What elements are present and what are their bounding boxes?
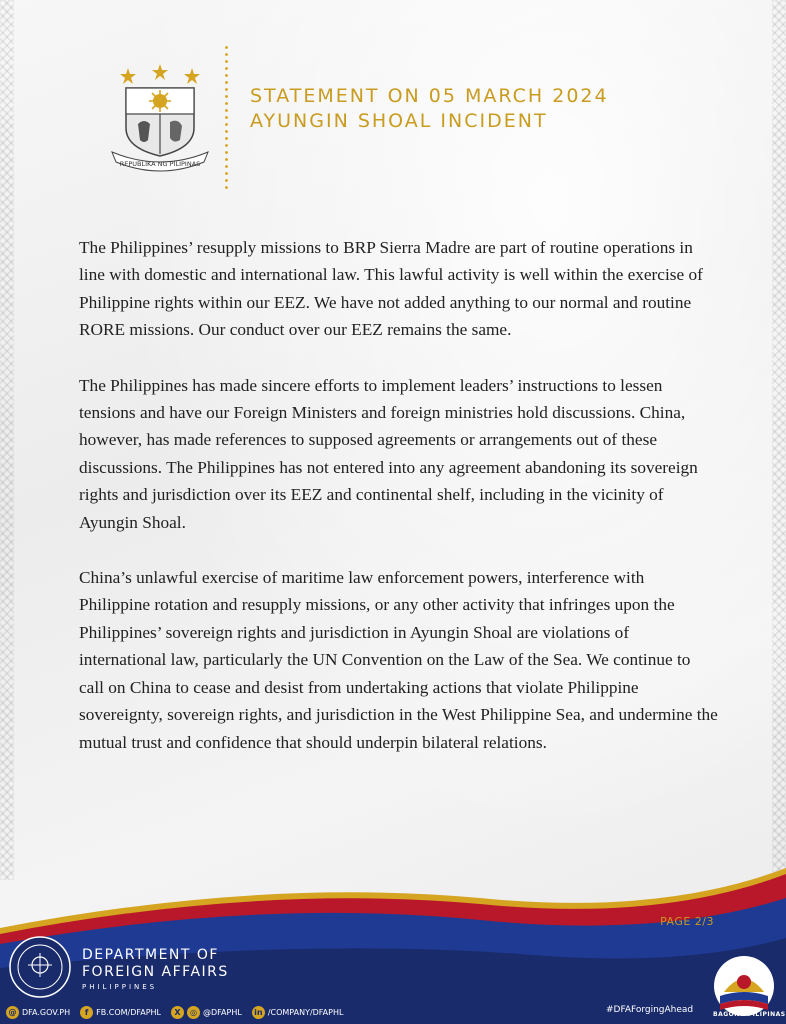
social-linkedin[interactable] [252, 1006, 344, 1019]
page-title [250, 84, 609, 134]
page-edge-left [0, 0, 14, 880]
philippine-coat-of-arms-logo [104, 60, 216, 172]
title-line-date: STATEMENT ON 05 MARCH 2024 [250, 85, 609, 107]
x-icon: X [171, 1006, 184, 1019]
facebook-icon: f [80, 1006, 93, 1019]
dfa-wordmark [82, 947, 229, 991]
dept-line-3: PHILIPPINES [82, 983, 158, 991]
paragraph-1: The Philippines’ resupply missions to BRP Sierra Madre are part of routine operations in line with domestic and international law. This lawful activity is well within the exercise of Philippine rights within our EEZ. We have not added anything to our normal and routine RORE missions. Our conduct over our EEZ remains the same. [79, 238, 703, 340]
social-website-text: DFA.GOV.PH [22, 1008, 71, 1017]
bagong-pilipinas-logo [710, 952, 778, 1020]
social-links [6, 1006, 353, 1019]
paragraph-2: The Philippines has made sincere efforts to implement leaders’ instructions to lessen tensions and have our Foreign Ministers and foreign ministries hold discussions. China, however, has made references to supposed agreements or arrangements out of these discussions. The Philippines has not entered into any agreement abandoning its sovereign rights and jurisdiction over its EEZ and continental shelf, including in the vicinity of Ayungin Shoal. [79, 375, 698, 532]
svg-text:REPUBLIKA NG PILIPINAS: REPUBLIKA NG PILIPINAS [119, 160, 201, 168]
social-linkedin-text: /COMPANY/DFAPHL [267, 1008, 344, 1017]
page-edge-right [772, 0, 786, 880]
instagram-icon: ◎ [187, 1006, 200, 1019]
social-x-instagram[interactable] [171, 1006, 242, 1019]
social-facebook-text: FB.COM/DFAPHL [96, 1008, 162, 1017]
social-website[interactable] [6, 1006, 70, 1019]
statement-body [79, 234, 719, 784]
paragraph-3: China’s unlawful exercise of maritime law enforcement powers, interference with Philippine rotation and resupply missions, or any other activity that infringes upon the Philippines’ sovereign rights and jurisdiction in Ayungin Shoal are violations of international law, particularly the UN Convention on the Law of the Sea. We continue to call on China to cease and desist from undertaking actions that violate Philippine sovereignty, sovereign rights, and jurisdiction in the West Philippine Sea, and undermine the mutual trust and confidence that should underpin bilateral relations. [79, 568, 718, 752]
footer-banner [0, 858, 786, 1024]
hashtag: #DFAForgingAhead [606, 1005, 694, 1015]
social-facebook[interactable] [80, 1006, 161, 1019]
dept-line-1: DEPARTMENT OF [82, 947, 219, 963]
page-number: PAGE 2/3 [660, 915, 714, 928]
social-x-text: @DFAPHL [203, 1008, 242, 1017]
dotted-divider [225, 44, 228, 192]
title-line-subject: AYUNGIN SHOAL INCIDENT [250, 110, 548, 132]
globe-icon: @ [6, 1006, 19, 1019]
dfa-seal-logo [8, 935, 72, 999]
linkedin-icon: in [252, 1006, 265, 1019]
bagong-pilipinas-label: BAGONG PILIPINAS [713, 1011, 786, 1018]
dept-line-2: FOREIGN AFFAIRS [82, 964, 229, 980]
